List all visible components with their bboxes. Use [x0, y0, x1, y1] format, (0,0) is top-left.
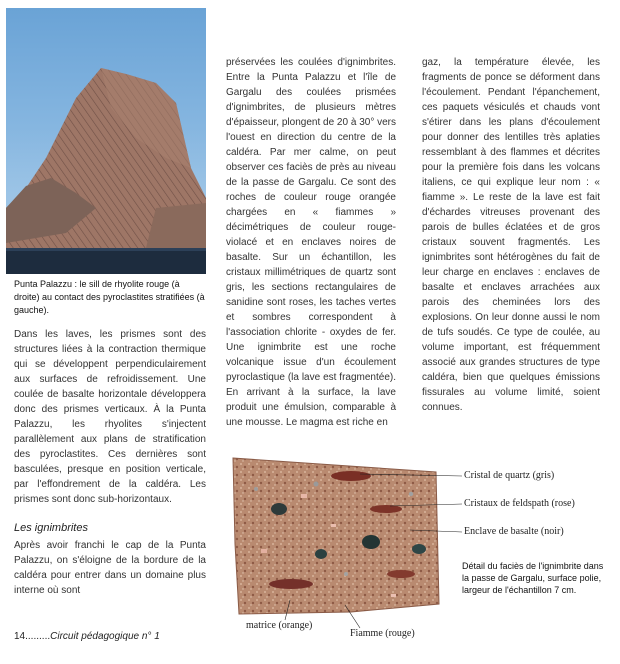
- paragraph: gaz, la température élevée, les fragments de ponce se déforment dans l'écoulement. Pendant l'épanchement, ces paquets vésiculés et chauds vont s'étirer dans les plans d'écoulement pour donner des lentilles très aplaties ressemblant à des flammes et décrites pour la première fois dans les volcans italiens, ce qui explique leur nom : « fiamme ». Le reste de la lave est fait d'échardes vitreuses provenant des parois de bulles éclatées et de gros cristaux souvent fragmentés. Les ignimbrites sont hétérogènes du fait de leur charge en enclaves : enclaves de basalte et enclaves arrachées aux parois des cheminées lors des explosions. On leur donne aussi le nom de tufs soudés. Ce type de coulée, au volume important, est fréquemment associé aux grandes structures de type caldéra, bien que quelques émissions fissurales au volume limité, soient connues.: [422, 57, 600, 413]
- label-basalte: Enclave de basalte (noir): [464, 526, 564, 537]
- label-feldspath: Cristaux de feldspath (rose): [464, 498, 575, 509]
- publication-title: Circuit pédagogique n° 1: [50, 631, 160, 642]
- paragraph: préservées les coulées d'ignimbrites. Entre la Punta Palazzu et l'île de Gargalu des coulées prismées d'ignimbrites, de plusieurs mètres d'épaisseur, plongent de 20 à 30° vers l'ouest en direction du centre de la caldéra. Par mer calme, on peut observer ces faciès de près au niveau de la passe de Gargalu. Ce sont des roches de couleur rouge orangée chargées en « fiammes » décimétriques de couleur rouge-violacé et en enclaves noires de basalte. Sur un échantillon, les cristaux millimétriques de quartz sont gris, les sections rectangulaires de sanidine sont roses, les taches vertes et sombres correspondent à l'association chlorite - oxydes de fer. Une ignimbrite est une roche volcanique issue d'un écoulement pyroclastique (la lave est fragmentée). En arrivant à la surface, la lave produit une émulsion, comparable à une mousse. Le magma est riche en: [226, 57, 396, 428]
- section-heading: Les ignimbrites: [14, 522, 88, 534]
- photo-caption: Punta Palazzu : le sill de rhyolite rouge (à droite) au contact des pyroclastites stratifiées (à gauche).: [14, 279, 205, 315]
- paragraph: Après avoir franchi le cap de la Punta Palazzu, on s'éloigne de la bordure de la caldéra pour entrer dans un domaine plus interne où sont: [14, 540, 206, 596]
- sample-caption: Détail du faciès de l'ignimbrite dans la passe de Gargalu, surface polie, largeur de l'échantillon 7 cm.: [462, 561, 604, 595]
- label-quartz: Cristal de quartz (gris): [464, 470, 555, 481]
- label-fiamme: Fiamme (rouge): [350, 628, 415, 639]
- page-number: 14.........: [14, 631, 51, 642]
- paragraph: Dans les laves, les prismes sont des structures liées à la contraction thermique qui se développent perpendiculairement aux surfaces de refroidissement. Une coulée de basalte horizontale développera donc des prismes verticaux. À la Punta Palazzu, les rhyolites s'injectent parallèlement aux plans de stratification des pyroclastites. Ces dernières sont basculées, presque en position verticale, par l'effondrement de la caldéra. Les prismes sont donc sub-horizontaux.: [14, 329, 206, 505]
- page-footer: [14, 631, 160, 642]
- label-matrice: matrice (orange): [246, 620, 313, 631]
